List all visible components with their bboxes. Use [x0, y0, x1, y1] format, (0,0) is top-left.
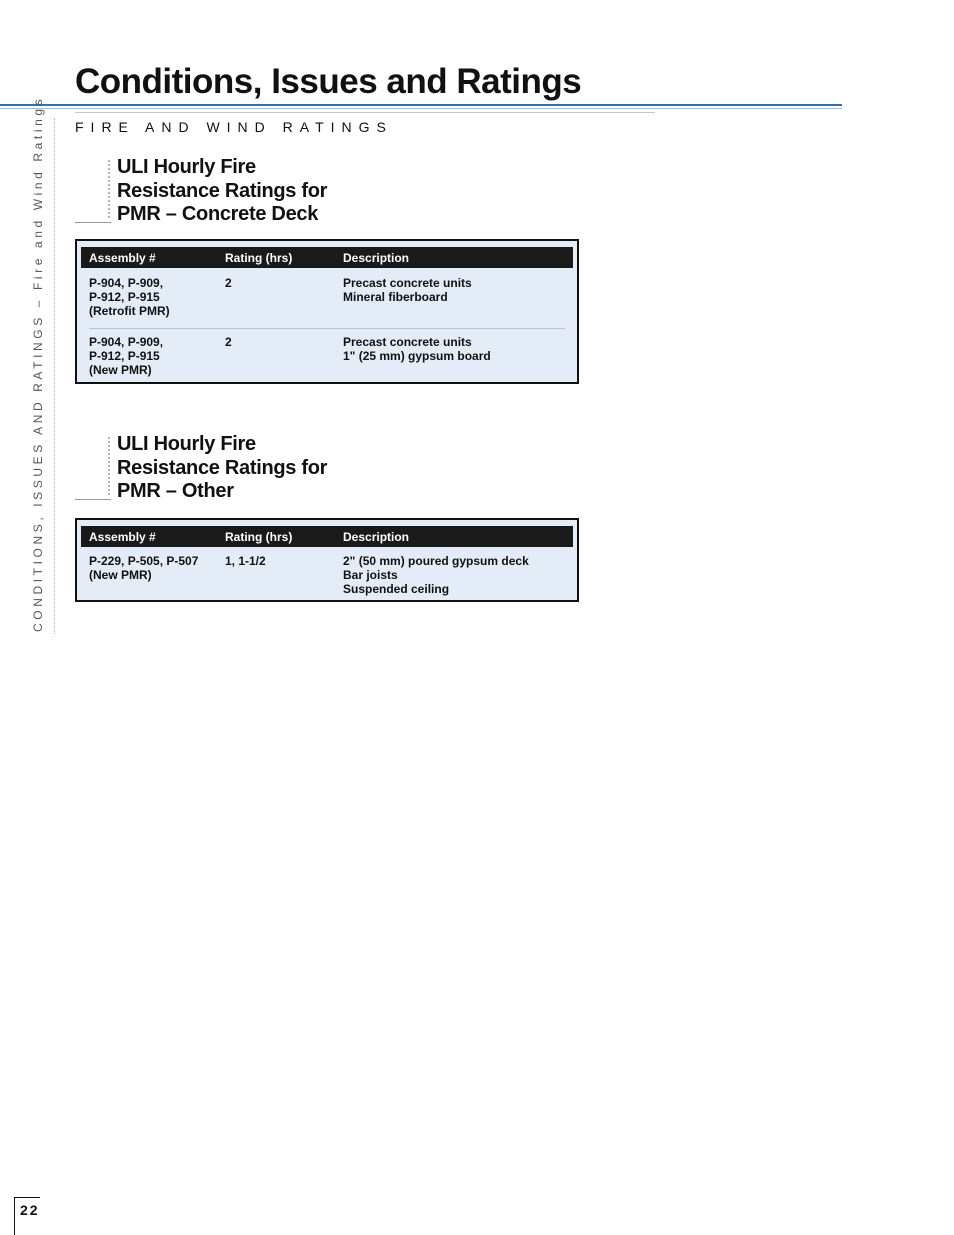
cell-assembly	[81, 335, 225, 377]
section-label: FIRE AND WIND RATINGS	[75, 119, 393, 135]
page-number-rule	[14, 1197, 15, 1235]
cell-line: P-912, P-915	[89, 349, 160, 363]
cell-line: Precast concrete units	[343, 335, 472, 349]
cell-line: 2	[225, 335, 232, 349]
heading-line: Resistance Ratings for	[117, 456, 328, 479]
cell-line: 1, 1-1/2	[225, 554, 266, 568]
cell-line: 2	[225, 276, 232, 290]
ratings-table-concrete-deck	[75, 239, 579, 384]
table-header-row	[81, 526, 573, 547]
cell-line: 2" (50 mm) poured gypsum deck	[343, 554, 529, 568]
section-rule	[75, 112, 655, 113]
ratings-table-other	[75, 518, 579, 602]
col-header-rating: Rating (hrs)	[225, 250, 293, 265]
col-header-assembly: Assembly #	[89, 529, 156, 544]
page-number: 22	[20, 1202, 40, 1218]
col-header-rating: Rating (hrs)	[225, 529, 293, 544]
cell-line: Precast concrete units	[343, 276, 472, 290]
cell-line: P-904, P-909,	[89, 276, 164, 290]
heading-dotted-rule	[108, 160, 110, 218]
cell-line: P-904, P-909,	[89, 335, 164, 349]
table-row	[81, 329, 573, 377]
cell-line: (New PMR)	[89, 363, 152, 377]
cell-line: 1" (25 mm) gypsum board	[343, 349, 491, 363]
cell-rating	[225, 276, 343, 318]
table-row	[81, 547, 573, 596]
page-title: Conditions, Issues and Ratings	[75, 62, 582, 101]
cell-rating	[225, 554, 343, 596]
heading-text	[117, 433, 327, 504]
table-row	[81, 268, 573, 328]
heading-line: Resistance Ratings for	[117, 179, 328, 202]
cell-description	[343, 554, 573, 596]
cell-description	[343, 276, 573, 318]
cell-description	[343, 335, 573, 377]
cell-line: Mineral fiberboard	[343, 290, 448, 304]
cell-line: Bar joists	[343, 568, 398, 582]
cell-assembly	[81, 276, 225, 318]
cell-rating	[225, 335, 343, 377]
heading-text	[117, 156, 327, 227]
heading-line: ULI Hourly Fire	[117, 433, 256, 455]
heading-line: ULI Hourly Fire	[117, 156, 256, 178]
side-running-header: CONDITIONS, ISSUES AND RATINGS – Fire and Wind Ratings	[31, 95, 45, 632]
heading-rule	[75, 222, 111, 223]
side-dotted-rule	[54, 118, 55, 634]
heading-dotted-rule	[108, 437, 110, 495]
cell-line: P-912, P-915	[89, 290, 160, 304]
col-header-assembly: Assembly #	[89, 250, 156, 265]
heading-rule	[75, 499, 111, 500]
cell-line: Suspended ceiling	[343, 582, 450, 596]
page-number-top-rule	[14, 1197, 40, 1198]
title-rule	[0, 104, 842, 109]
cell-line: (Retrofit PMR)	[89, 304, 170, 318]
heading-line: PMR – Other	[117, 480, 234, 502]
cell-line: (New PMR)	[89, 568, 152, 582]
table-header-row	[81, 247, 573, 268]
cell-assembly	[81, 554, 225, 596]
col-header-description: Description	[343, 250, 410, 265]
cell-line: P-229, P-505, P-507	[89, 554, 199, 568]
heading-line: PMR – Concrete Deck	[117, 203, 319, 225]
col-header-description: Description	[343, 529, 410, 544]
